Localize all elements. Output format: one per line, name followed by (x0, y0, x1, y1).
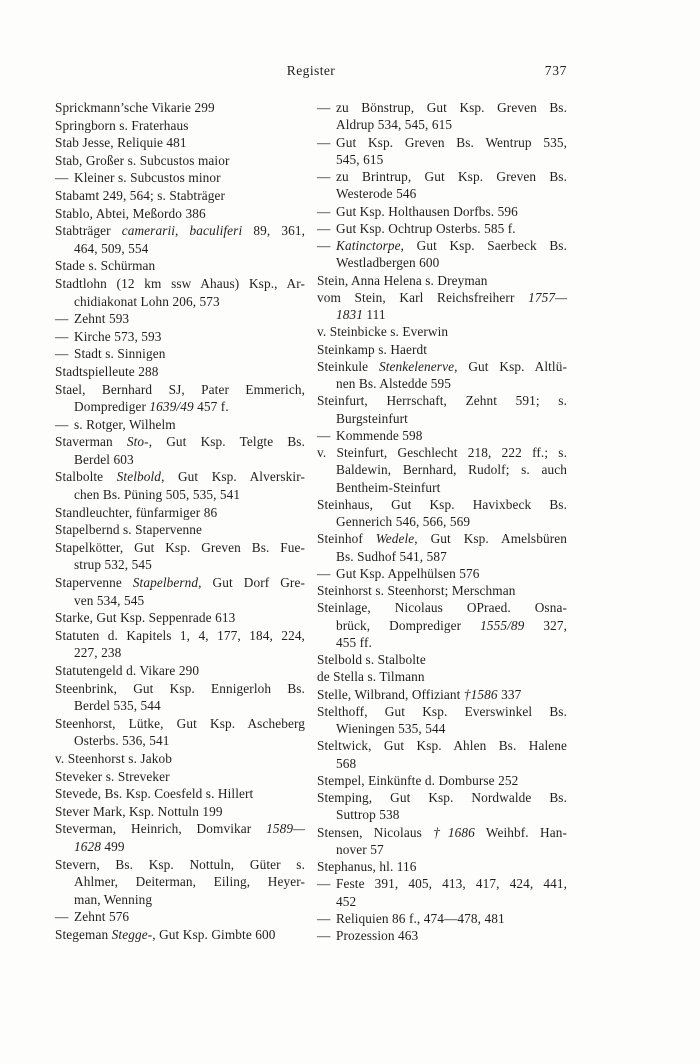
dash-marker: — (317, 427, 331, 443)
dash-marker: — (317, 238, 331, 253)
italic-text: Stegge- (111, 926, 153, 942)
plain-text: Reliquien 86 f., 474—478, 481 (336, 910, 505, 926)
dash-marker: — (317, 565, 331, 581)
plain-text: Stemping, Gut Ksp. Nordwalde Bs. (317, 790, 567, 805)
plain-text: Stapelkötter, Gut Ksp. Greven Bs. Fue- (55, 539, 305, 555)
index-line (55, 838, 305, 856)
plain-text: Kirche 573, 593 (74, 328, 162, 344)
plain-text: Starke, Gut Ksp. Seppenrade 613 (55, 610, 236, 626)
dash-marker: — (317, 134, 331, 150)
plain-text: 499 (101, 838, 125, 854)
index-line (317, 496, 567, 513)
plain-text: Stadtspielleute 288 (55, 363, 159, 379)
plain-text: Osterbs. 536, 541 (74, 733, 170, 749)
index-line (55, 486, 305, 504)
plain-text: Steenbrink, Gut Ksp. Ennigerloh Bs. (55, 680, 305, 696)
plain-text: chidiakonat Lohn 206, 573 (74, 293, 220, 309)
plain-text: Stabträger (55, 223, 122, 239)
running-title: Register (286, 63, 336, 78)
index-line (55, 222, 305, 240)
plain-text: Stein, Anna Helena s. Dreyman (317, 272, 488, 288)
index-line (317, 530, 567, 547)
index-line (317, 927, 567, 944)
italic-text: Katinctorpe (336, 238, 401, 253)
plain-text: Steinhorst s. Steenhorst; Merschman (317, 583, 516, 598)
dash-marker: — (55, 346, 69, 362)
index-line (55, 873, 305, 891)
plain-text: Stelthoff, Gut Ksp. Everswinkel Bs. (317, 703, 567, 719)
index-line (55, 785, 305, 803)
plain-text: Weihbf. Han- (474, 824, 568, 840)
plain-text: zu Brintrup, Gut Ksp. Greven Bs. (336, 169, 567, 184)
index-line (55, 856, 305, 874)
plain-text: Standleuchter, fünfarmiger 86 (55, 504, 218, 520)
index-line (55, 275, 305, 293)
dash-marker: — (55, 416, 69, 432)
index-line (317, 358, 567, 375)
index-line (317, 772, 567, 789)
plain-text: chen Bs. Püning 505, 535, 541 (74, 487, 241, 503)
plain-text: Stapelbernd s. Stapervenne (55, 522, 202, 538)
plain-text: Aldrup 534, 545, 615 (336, 117, 453, 133)
plain-text: man, Wenning (74, 891, 153, 907)
plain-text: vom Stein, Karl Reichsfreiherr (317, 289, 529, 305)
index-line (55, 433, 305, 451)
index-line (55, 117, 305, 135)
index-line (55, 240, 305, 258)
page-number: 737 (544, 63, 567, 78)
index-line (55, 381, 305, 399)
index-line (317, 582, 567, 599)
plain-text: Springborn s. Fraterhaus (55, 117, 189, 133)
plain-text: Steltwick, Gut Ksp. Ahlen Bs. Halene (317, 738, 567, 754)
index-line (317, 599, 567, 616)
plain-text: Stablo, Abtei, Meßordo 386 (55, 205, 206, 221)
plain-text: Kleiner s. Subcustos minor (74, 170, 221, 186)
italic-text: †1686 (433, 824, 475, 840)
dash-marker: — (317, 203, 331, 219)
index-line (317, 789, 567, 806)
plain-text: Stegeman (55, 926, 112, 942)
plain-text: strup 532, 545 (74, 557, 152, 573)
plain-text: ven 534, 545 (74, 592, 145, 608)
plain-text: v. Steinfurt, Geschlecht 218, 222 ff.; s. (317, 445, 567, 460)
index-line (55, 328, 305, 346)
dash-marker: — (317, 220, 331, 236)
plain-text: Gut Ksp. Holthausen Dorfbs. 596 (336, 203, 518, 219)
index-line (55, 521, 305, 539)
plain-text: 452 (336, 893, 357, 909)
italic-text: 1639/49 (149, 399, 194, 415)
plain-text: Berdel 535, 544 (74, 698, 161, 714)
plain-text: Stevern, Bs. Ksp. Nottuln, Güter s. (55, 856, 305, 872)
index-line (317, 875, 567, 892)
plain-text: Stael, Bernhard SJ, Pater Emmerich, (55, 381, 305, 397)
index-line (55, 820, 305, 838)
index-line (55, 504, 305, 522)
index-line (55, 363, 305, 381)
index-line (317, 168, 567, 185)
index-line (55, 257, 305, 275)
plain-text: Stephanus, hl. 116 (317, 859, 417, 874)
plain-text: Prozession 463 (336, 928, 419, 943)
plain-text: , Gut Ksp. Amelsbüren (414, 531, 567, 547)
index-line (317, 703, 567, 720)
plain-text: Bentheim-Steinfurt (336, 479, 441, 495)
plain-text: Stensen, Nicolaus (317, 824, 434, 840)
index-line (317, 651, 567, 668)
plain-text: Ahlmer, Deiterman, Eiling, Heyer- (74, 874, 305, 890)
index-column-left (55, 99, 305, 944)
plain-text: , Gut Ksp. Alverskir- (161, 469, 305, 485)
plain-text: Steinlage, Nicolaus OPraed. Osna- (317, 600, 567, 616)
index-line (317, 858, 567, 875)
italic-text: Sto- (126, 434, 149, 450)
index-line (55, 732, 305, 750)
italic-text: 1555/89 (480, 617, 525, 633)
index-line (317, 513, 567, 530)
plain-text: 457 f. (193, 399, 229, 415)
index-line (317, 841, 567, 858)
italic-text: 1589— (266, 821, 305, 837)
plain-text: Steinfurt, Herrschaft, Zehnt 591; s. (317, 393, 567, 409)
index-line (55, 908, 305, 926)
plain-text: Stapervenne (55, 575, 133, 591)
plain-text: Gennerich 546, 566, 569 (336, 514, 471, 529)
plain-text: Statuten d. Kapitels 1, 4, 177, 184, 224, (55, 627, 305, 643)
index-line (317, 548, 567, 565)
plain-text: Staverman (55, 434, 127, 450)
index-line (55, 416, 305, 434)
index-line (317, 254, 567, 271)
plain-text: Stab Jesse, Reliquie 481 (55, 135, 187, 151)
plain-text: Stab, Großer s. Subcustos maior (55, 152, 230, 168)
index-line (55, 187, 305, 205)
index-line (317, 323, 567, 340)
index-line (317, 893, 567, 910)
index-line (317, 203, 567, 220)
plain-text: Stadt s. Sinnigen (74, 346, 166, 362)
index-line (55, 891, 305, 909)
plain-text: , Gut Ksp. Altlü- (454, 358, 567, 374)
plain-text: s. Rotger, Wilhelm (74, 416, 176, 432)
index-line (317, 392, 567, 409)
plain-text: , Gut Ksp. Gimbte 600 (152, 926, 276, 942)
dash-marker: — (55, 328, 69, 344)
plain-text: nen Bs. Alstedde 595 (336, 376, 452, 391)
index-line (317, 824, 567, 841)
plain-text: Zehnt 593 (74, 311, 130, 327)
page-header (55, 63, 567, 82)
index-column-right (317, 99, 567, 944)
index-line (317, 375, 567, 392)
index-line (317, 720, 567, 737)
plain-text: Stelle, Wilbrand, Offiziant (317, 686, 464, 702)
index-line (55, 539, 305, 557)
plain-text: Steinhof (317, 531, 376, 547)
plain-text: Suttrop 538 (336, 807, 400, 823)
plain-text: Berdel 603 (74, 451, 134, 467)
italic-text: camerarii, baculiferi (121, 223, 243, 239)
plain-text: Zehnt 576 (74, 909, 130, 925)
plain-text: Stade s. Schürman (55, 258, 156, 274)
index-line (55, 574, 305, 592)
index-line (317, 479, 567, 496)
index-line (55, 451, 305, 469)
index-line (317, 151, 567, 168)
plain-text: Steinkamp s. Haerdt (317, 341, 428, 357)
plain-text: nover 57 (336, 841, 384, 857)
plain-text: Gut Ksp. Appelhülsen 576 (336, 565, 480, 581)
index-line (55, 99, 305, 117)
plain-text: 464, 509, 554 (74, 240, 149, 256)
plain-text: Steenhorst, Lütke, Gut Ksp. Ascheberg (55, 715, 305, 731)
plain-text: Wieningen 535, 544 (336, 721, 446, 736)
plain-text: , Gut Ksp. Saerbeck Bs. (400, 238, 567, 253)
plain-text: Domprediger (74, 399, 150, 415)
index-line (317, 272, 567, 289)
plain-text: Statutengeld d. Vikare 290 (55, 663, 200, 678)
italic-text: Stelbold (116, 469, 162, 485)
index-line (317, 806, 567, 823)
index-line (317, 116, 567, 133)
plain-text: Westladbergen 600 (336, 255, 440, 271)
italic-text: 1757— (528, 289, 567, 305)
plain-text: Feste 391, 405, 413, 417, 424, 441, (336, 876, 567, 892)
index-line (317, 668, 567, 685)
index-line (55, 293, 305, 311)
index-line (55, 697, 305, 715)
plain-text: Steveker s. Streveker (55, 768, 170, 784)
plain-text: Burgsteinfurt (336, 410, 408, 426)
index-line (55, 345, 305, 363)
plain-text: , Gut Dorf Gre- (198, 575, 305, 591)
plain-text: zu Bönstrup, Gut Ksp. Greven Bs. (336, 100, 567, 115)
plain-text: Gut Ksp. Greven Bs. Wentrup 535, (336, 134, 567, 150)
index-line (55, 926, 305, 944)
index-line (55, 627, 305, 645)
index-line (317, 461, 567, 478)
plain-text: Stever Mark, Ksp. Nottuln 199 (55, 803, 223, 819)
plain-text: Bs. Sudhof 541, 587 (336, 548, 447, 564)
dash-marker: — (317, 169, 331, 184)
index-line (55, 134, 305, 152)
plain-text: de Stella s. Tilmann (317, 669, 425, 685)
index-line (55, 310, 305, 328)
index-line (317, 565, 567, 582)
dash-marker: — (317, 910, 331, 926)
dash-marker: — (55, 311, 69, 327)
plain-text: 227, 238 (74, 645, 122, 661)
plain-text: Steverman, Heinrich, Domvikar (55, 821, 267, 837)
plain-text: Stelbold s. Stalbolte (317, 652, 426, 667)
index-line (55, 592, 305, 610)
plain-text: Baldewin, Bernhard, Rudolf; s. auch (336, 462, 567, 478)
index-line (55, 768, 305, 786)
dash-marker: — (317, 100, 331, 115)
index-line (317, 617, 567, 634)
dash-marker: — (55, 170, 69, 186)
index-line (317, 185, 567, 202)
plain-text: 89, 361, (242, 223, 305, 239)
plain-text: 337 (497, 686, 522, 702)
plain-text: Gut Ksp. Ochtrup Osterbs. 585 f. (336, 220, 516, 236)
index-line (317, 427, 567, 444)
plain-text: 568 (336, 755, 357, 771)
plain-text: Westerode 546 (336, 186, 417, 202)
index-line (55, 205, 305, 223)
plain-text: Kommende 598 (336, 427, 423, 443)
plain-text: Stalbolte (55, 469, 117, 485)
plain-text: Stempel, Einkünfte d. Domburse 252 (317, 772, 519, 788)
plain-text: 111 (363, 307, 386, 322)
index-line (317, 634, 567, 651)
plain-text: Steinkule (317, 358, 379, 374)
index-line (317, 737, 567, 754)
italic-text: 1831 (336, 307, 363, 322)
italic-text: Wedele (375, 531, 415, 547)
index-line (55, 680, 305, 698)
plain-text: Stabamt 249, 564; s. Stabträger (55, 187, 226, 203)
plain-text: 545, 615 (336, 151, 384, 167)
plain-text: Stadtlohn (12 km ssw Ahaus) Ksp., Ar- (55, 275, 305, 291)
index-line (317, 289, 567, 306)
index-line (55, 644, 305, 662)
italic-text: †1586 (463, 686, 498, 702)
index-line (317, 910, 567, 927)
dash-marker: — (55, 909, 69, 925)
index-line (317, 755, 567, 772)
index-line (317, 686, 567, 703)
plain-text: Stevede, Bs. Ksp. Coesfeld s. Hillert (55, 786, 254, 802)
index-line (317, 341, 567, 358)
index-line (55, 715, 305, 733)
index-line (55, 556, 305, 574)
italic-text: 1628 (74, 838, 101, 854)
dash-marker: — (317, 928, 331, 943)
index-line (317, 306, 567, 323)
index-line (55, 662, 305, 680)
index-line (317, 99, 567, 116)
plain-text: 455 ff. (336, 634, 372, 650)
index-line (317, 410, 567, 427)
index-line (317, 220, 567, 237)
index-line (317, 444, 567, 461)
index-line (55, 468, 305, 486)
index-line (55, 750, 305, 768)
index-line (317, 237, 567, 254)
plain-text: Steinhaus, Gut Ksp. Havixbeck Bs. (317, 496, 567, 512)
italic-text: Stenkelenerve (378, 358, 455, 374)
index-line (55, 152, 305, 170)
index-line (317, 134, 567, 151)
index-line (55, 803, 305, 821)
dash-marker: — (317, 876, 331, 892)
plain-text: 327, (524, 617, 568, 633)
plain-text: v. Steinbicke s. Everwin (317, 324, 449, 340)
index-line (55, 169, 305, 187)
plain-text: , Gut Ksp. Telgte Bs. (148, 434, 306, 450)
italic-text: Stapelbernd (132, 575, 199, 591)
index-line (55, 609, 305, 627)
plain-text: Sprickmann’sche Vikarie 299 (55, 100, 215, 115)
plain-text: v. Steenhorst s. Jakob (55, 750, 172, 766)
plain-text: brück, Domprediger (336, 617, 481, 633)
index-line (55, 398, 305, 416)
